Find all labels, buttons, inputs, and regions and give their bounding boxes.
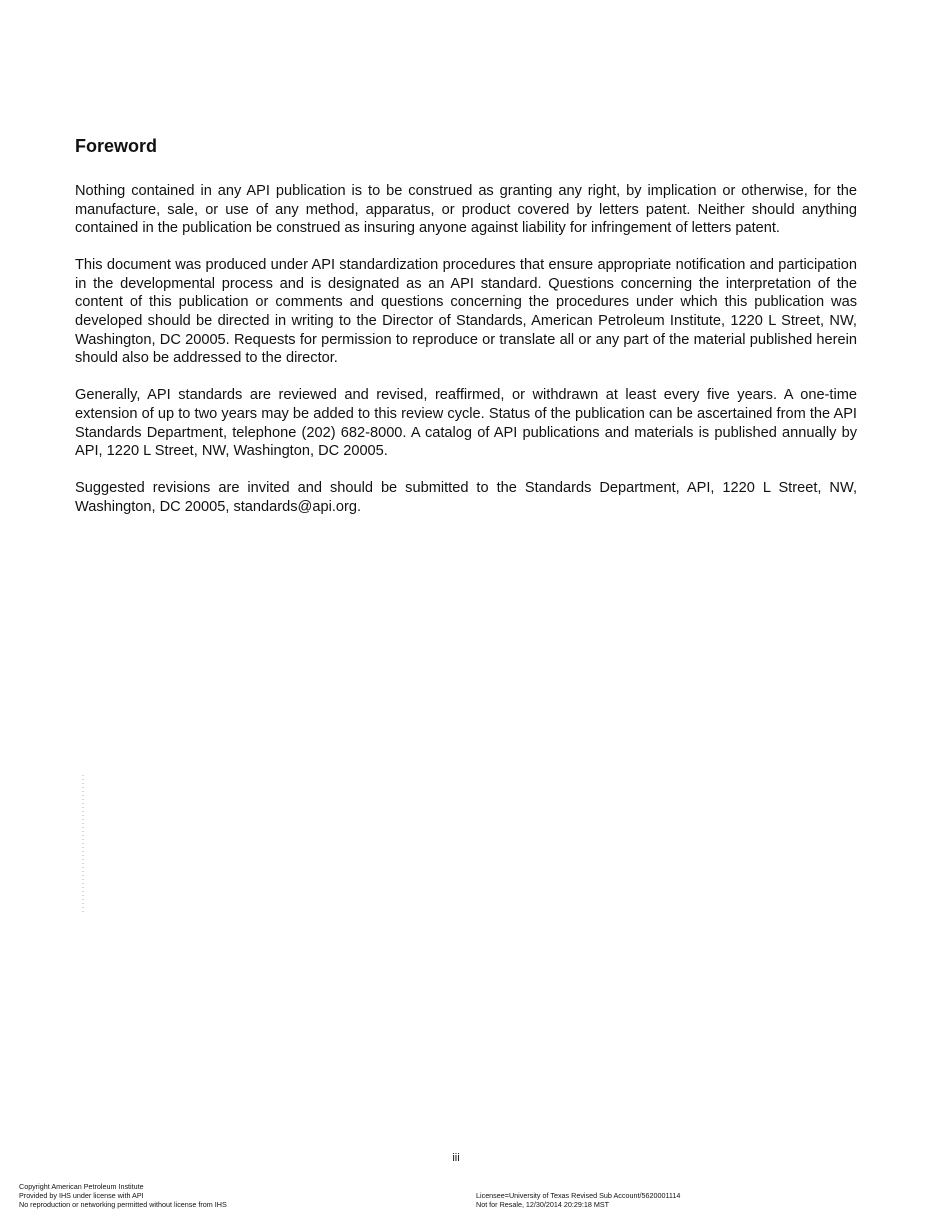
footer-resale-line: Not for Resale, 12/30/2014 20:29:18 MST bbox=[476, 1200, 610, 1209]
page-title: Foreword bbox=[75, 136, 158, 156]
foreword-paragraph-procedures: This document was produced under API standardization procedures that ensure appropriate notification and participation in the developmental process and is designated as an API standard. Questions concerning the interpretation of the content of this publication or comments and questions concerning the procedures under which this publication was developed should be directed in writing to the Director of Standards, American Petroleum Institute, 1220 L Street, NW, Washington, DC 20005. Requests for permission to reproduce or translate all or any part of the material published herein should also be addressed to the director. bbox=[75, 257, 857, 367]
foreword-body bbox=[75, 182, 857, 535]
margin-dot-artifact bbox=[82, 775, 84, 912]
foreword-paragraph-revisions: Suggested revisions are invited and should be submitted to the Standards Department, API, 1220 L Street, NW, Washington, DC 20005, standards@api.org. bbox=[75, 480, 857, 515]
page-number: iii bbox=[452, 1152, 460, 1164]
footer-license-line: Provided by IHS under license with API bbox=[19, 1191, 144, 1200]
footer-copyright-block bbox=[19, 1182, 227, 1209]
footer-licensee-line: Licensee=University of Texas Revised Sub Account/5620001114 bbox=[476, 1191, 681, 1200]
footer-licensee-block bbox=[476, 1191, 680, 1209]
footer-reproduction-line: No reproduction or networking permitted without license from IHS bbox=[19, 1200, 227, 1209]
footer-copyright-line: Copyright American Petroleum Institute bbox=[19, 1182, 144, 1191]
foreword-paragraph-patent: Nothing contained in any API publication is to be construed as granting any right, by implication or otherwise, for the manufacture, sale, or use of any method, apparatus, or product covered by letters patent. Neither should anything contained in the publication be construed as insuring anyone against liability for infringement of letters patent. bbox=[75, 183, 857, 237]
foreword-paragraph-review-cycle: Generally, API standards are reviewed and revised, reaffirmed, or withdrawn at least every five years. A one-time extension of up to two years may be added to this review cycle. Status of the publication can be ascertained from the API Standards Department, telephone (202) 682-8000. A catalog of API publications and materials is published annually by API, 1220 L Street, NW, Washington, DC 20005. bbox=[75, 387, 857, 460]
